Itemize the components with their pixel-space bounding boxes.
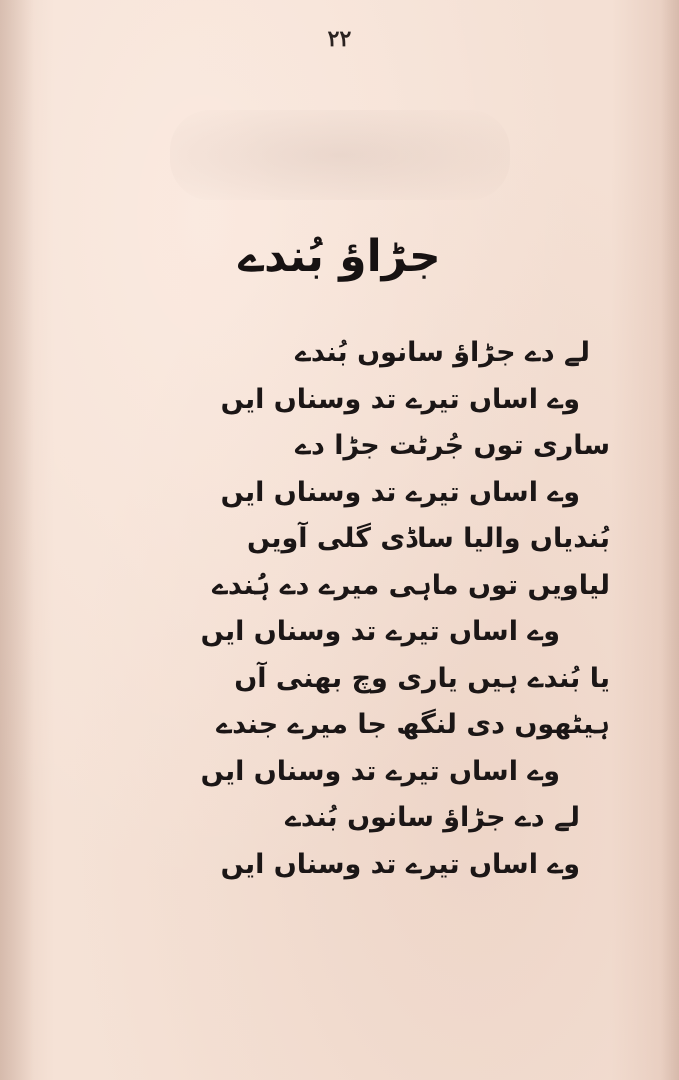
verse-line: ساری توں جُرٹت جڑا دے — [295, 430, 610, 461]
verse-line: بُندیاں والیا ساڈی گلی آویں — [247, 523, 610, 554]
bleed-through-mark — [170, 110, 510, 200]
verse-line: یا بُندے ہیں یاری وچ بھنی آں — [234, 662, 610, 694]
verse-line: وے اساں تیرے تد وسناں ایں — [220, 383, 580, 415]
verse-line: لے دے جڑاؤ سانوں بُندے — [295, 337, 590, 368]
verse-line: وے اساں تیرے تد وسناں ایں — [200, 616, 560, 647]
verse-line: لیاویں توں ماہی میرے دے ہُندے — [212, 569, 610, 601]
verse-line: لے دے جڑاؤ سانوں بُندے — [285, 802, 580, 833]
page-number: ۲۲ — [327, 26, 352, 52]
verse-line: وے اساں تیرے تد وسناں ایں — [200, 755, 560, 787]
verse-line: ہیٹھوں دی لنگھ جا میرے جندے — [216, 709, 610, 740]
verse-line: وے اساں تیرے تد وسناں ایں — [220, 848, 580, 880]
verse-line: وے اساں تیرے تد وسناں ایں — [220, 476, 580, 508]
poem-body — [40, 330, 640, 888]
poem-title: جڑاؤ بُندے — [238, 231, 441, 282]
